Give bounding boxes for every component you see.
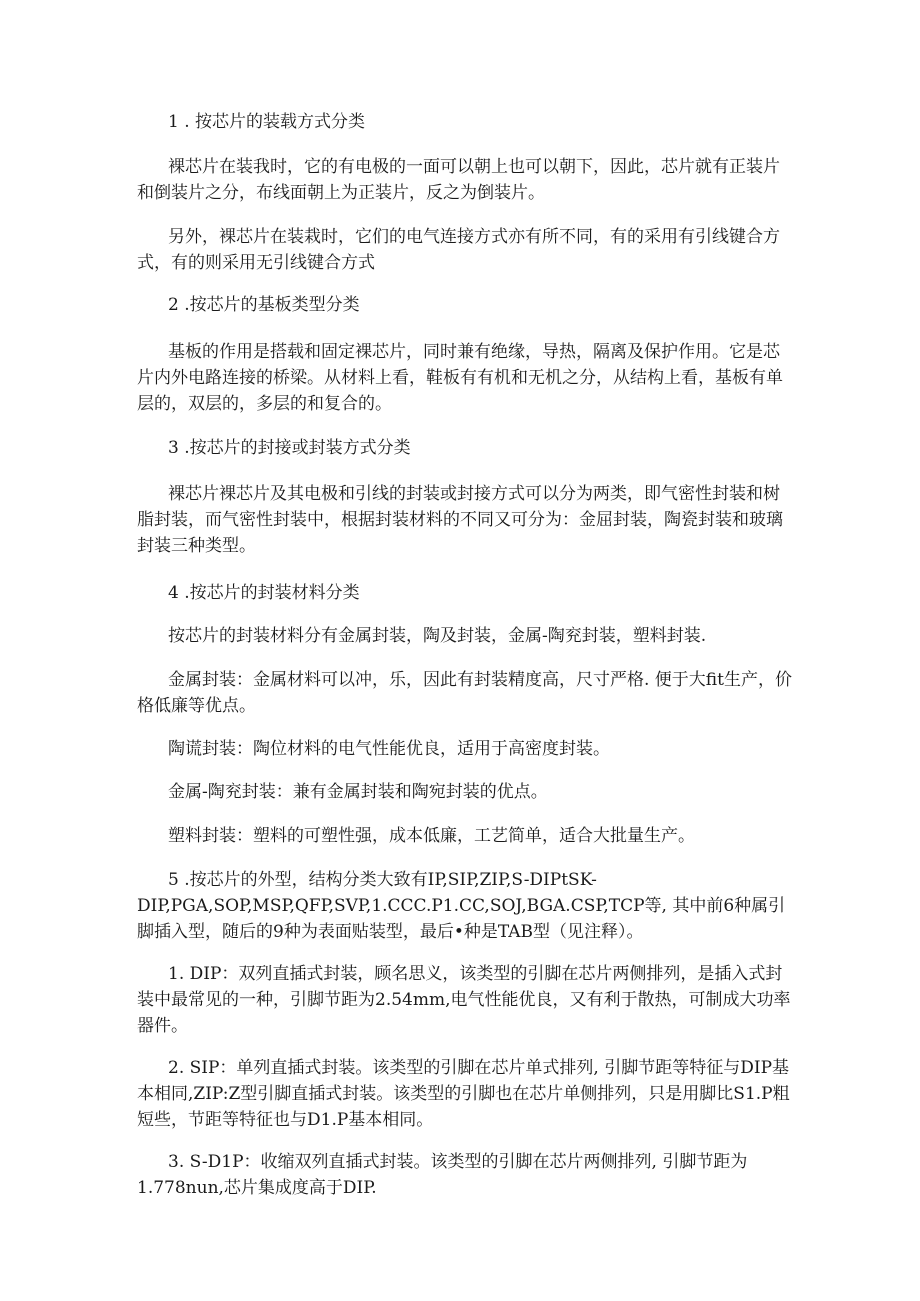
paragraph: 塑料封装：塑料的可塑性强，成本低廉，工艺简单，适合大批量生产。 [168, 826, 695, 846]
paragraph: 金属-陶兖封装：兼有金属封装和陶宛封装的优点。 [168, 782, 548, 802]
paragraph: 5 .按芯片的外型，结构分类大致有IP,SIP,ZIP,S-DIPtSK-DIP,PGA,SOP,MSP,QFP,SVP,1.CCC.P1.CC,SOJ,BGA.CSP,TCP等, 其中前6种属引脚插入型，随后的9种为表面贴装型，最后•种是TAB型（见注释）。 [137, 870, 786, 942]
paragraph: 金属封装：金属材料可以冲，乐，因此有封装精度高，尺寸严格. 便于大fit生产，价格低廉等优点。 [137, 670, 792, 716]
paragraph: 裸芯片在装我时，它的有电极的一面可以朝上也可以朝下，因此，芯片就有正装片和倒装片之分，布线面朝上为正装片，反之为倒装片。 [137, 157, 780, 203]
paragraph: 2. SIP：单列直插式封装。该类型的引脚在芯片单式排列, 引脚节距等特征与DIP基本相同,ZIP:Z型引脚直插式封装。该类型的引脚也在芯片单侧排列，只是用脚比S1.P粗短些，节距等特征也与D1.P基本相同。 [137, 1058, 790, 1130]
section-heading-2: 2 .按芯片的基板类型分类 [168, 295, 360, 315]
paragraph: 陶谎封装：陶位材料的电气性能优良，适用于高密度封装。 [168, 739, 610, 759]
paragraph: 另外，裸芯片在装栽时，它们的电气连接方式亦有所不同，有的采用有引线键合方式，有的则采用无引线键合方式 [137, 227, 780, 273]
section-heading-4: 4 .按芯片的封装材料分类 [168, 583, 360, 603]
paragraph: 3. S-D1P：收缩双列直插式封装。该类型的引脚在芯片两侧排列, 引脚节距为1.778nun,芯片集成度高于DIP. [137, 1152, 748, 1198]
paragraph: 裸芯片裸芯片及其电极和引线的封装或封接方式可以分为两类，即气密性封装和树脂封装，而气密性封装中，根据封装材料的不同又可分为：金屈封装，陶瓷封装和玻璃封装三种类型。 [137, 484, 783, 556]
section-heading-1: 1 . 按芯片的装载方式分类 [168, 112, 366, 132]
paragraph: 基板的作用是搭载和固定裸芯片，同时兼有绝缘，导热，隔离及保护作用。它是芯片内外电路连接的桥梁。从材料上看，鞋板有有机和无机之分，从结构上看，基板有单层的，双层的，多层的和复合的。 [137, 342, 783, 414]
paragraph: 按芯片的封装材料分有金属封装，陶及封装，金属-陶兖封装，塑料封装. [168, 626, 707, 646]
section-heading-3: 3 .按芯片的封接或封装方式分类 [168, 438, 411, 458]
paragraph: 1. DIP：双列直插式封装，顾名思义，该类型的引脚在芯片两侧排列，是插入式封装中最常见的一种，引脚节距为2.54mm,电气性能优良，又有利于散热，可制成大功率器件。 [137, 964, 791, 1036]
